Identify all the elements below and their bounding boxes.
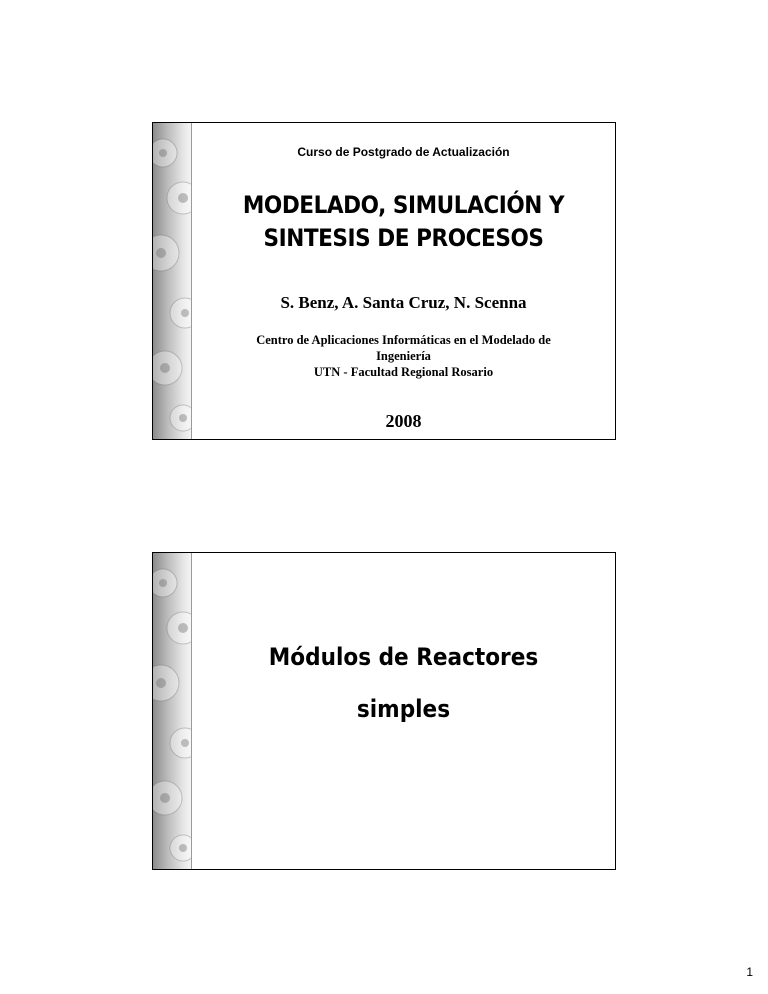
- gear-pattern-strip: [153, 553, 192, 869]
- affiliation-line-1: Centro de Aplicaciones Informáticas en el Modelado de: [256, 333, 551, 347]
- main-title: [213, 189, 594, 255]
- modules-title: [213, 631, 594, 735]
- year: 2008: [385, 411, 422, 431]
- gear-icon: [153, 123, 191, 439]
- authors: S. Benz, A. Santa Cruz, N. Scenna: [280, 293, 527, 312]
- modules-title-line-2: simples: [356, 695, 451, 723]
- affiliation-line-2: Ingeniería: [376, 349, 431, 363]
- main-title-line-1: MODELADO, SIMULACIÓN Y: [242, 191, 565, 219]
- slide-2: [152, 552, 616, 870]
- main-title-line-2: SINTESIS DE PROCESOS: [263, 224, 544, 252]
- institution: UTN - Facultad Regional Rosario: [313, 365, 494, 379]
- gear-icon: [153, 553, 191, 869]
- modules-title-line-1: Módulos de Reactores: [268, 643, 539, 671]
- course-subtitle: Curso de Postgrado de Actualización: [297, 145, 510, 159]
- gear-pattern-strip: [153, 123, 192, 439]
- affiliation: [192, 332, 615, 380]
- page-number: 1: [746, 965, 753, 979]
- slide-1: [152, 122, 616, 440]
